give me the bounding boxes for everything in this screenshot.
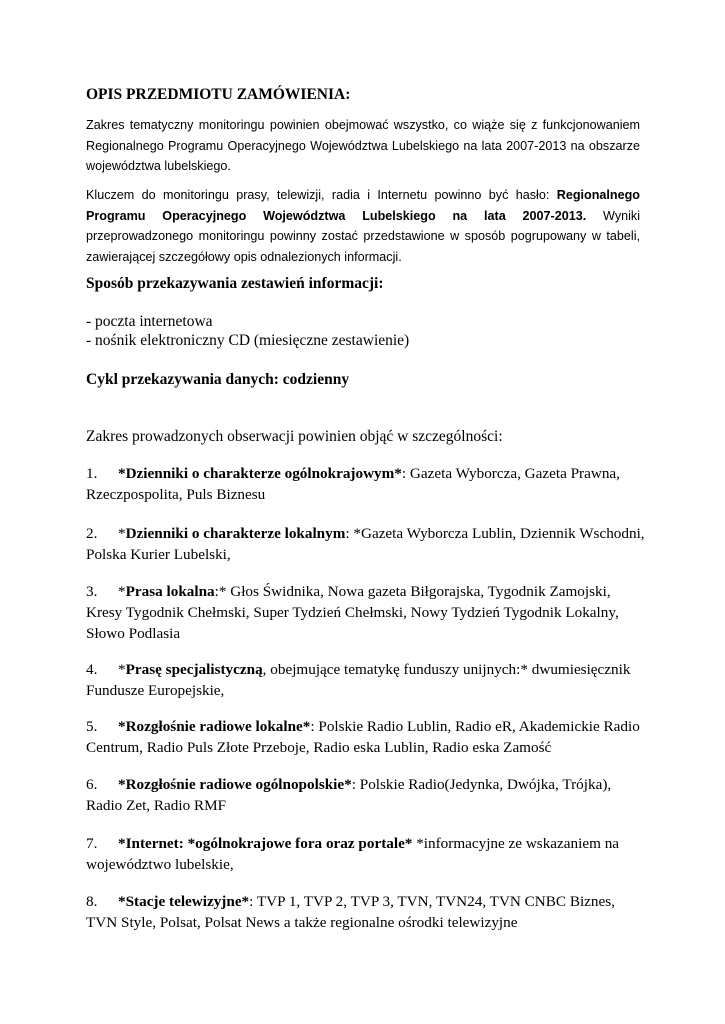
intro-p2-bold-program: Regionalnego Programu Operacyjnego Województwa Lubelskiego na lata 2007-2013. bbox=[86, 188, 640, 223]
delivery-item-email: - poczta internetowa bbox=[86, 313, 213, 330]
item-details: : Gazeta Wyborcza, Gazeta Prawna, Rzeczpospolita, Puls Biznesu bbox=[86, 465, 620, 503]
scope-item-4 bbox=[86, 659, 646, 701]
scope-item-2 bbox=[86, 523, 646, 565]
item-details: *informacyjne ze wskazaniem na województwo lubelskie, bbox=[86, 835, 620, 873]
item-prefix: * bbox=[118, 661, 126, 678]
item-category: Prasę specjalistyczną bbox=[125, 661, 263, 678]
item-details: : Polskie Radio Lublin, Radio eR, Akademickie Radio Centrum, Radio Puls Złote Przeboje, Radio eska Lublin, Radio eska Zamość bbox=[86, 718, 640, 756]
item-category: *Rozgłośnie radiowe ogólnopolskie* bbox=[118, 776, 352, 793]
item-category: Prasa lokalna bbox=[125, 583, 215, 600]
scope-item-3 bbox=[86, 581, 646, 644]
item-prefix: * bbox=[118, 525, 126, 542]
item-number: 6. bbox=[86, 776, 98, 793]
item-category: Dzienniki o charakterze lokalnym bbox=[125, 525, 346, 542]
intro-p2-text: Kluczem do monitoringu prasy, telewizji, radia i Internetu powinno być hasło: bbox=[86, 188, 557, 202]
scope-item-5 bbox=[86, 716, 646, 758]
item-number: 4. bbox=[86, 661, 98, 678]
item-number: 2. bbox=[86, 525, 98, 542]
scope-item-7 bbox=[86, 833, 646, 875]
item-number: 7. bbox=[86, 835, 98, 852]
scope-intro: Zakres prowadzonych obserwacji powinien objąć w szczególności: bbox=[86, 428, 503, 445]
intro-p2-text-end: Wyniki przeprowadzonego monitoringu powinny zostać przedstawione w sposób pogrupowany w tabeli, zawierającej szczegółowy opis odnalezionych informacji. bbox=[86, 208, 641, 264]
document-title: OPIS PRZEDMIOTU ZAMÓWIENIA: bbox=[86, 86, 351, 103]
item-prefix: * bbox=[118, 583, 126, 600]
item-details: : *Gazeta Wyborcza Lublin, Dziennik Wschodni, Polska Kurier Lubelski, bbox=[86, 525, 645, 563]
item-details: : TVP 1, TVP 2, TVP 3, TVN, TVN24, TVN CNBC Biznes, TVN Style, Polsat, Polsat News a także regionalne ośrodki telewizyjne bbox=[86, 893, 615, 931]
delivery-heading: Sposób przekazywania zestawień informacji: bbox=[86, 275, 384, 292]
item-number: 1. bbox=[86, 465, 98, 482]
item-number: 8. bbox=[86, 893, 98, 910]
cycle-heading: Cykl przekazywania danych: codzienny bbox=[86, 371, 350, 388]
item-category: *Internet: *ogólnokrajowe fora oraz portale* bbox=[118, 835, 413, 852]
intro-paragraph-2 bbox=[86, 185, 640, 267]
scope-item-6 bbox=[86, 774, 646, 816]
intro-paragraph-1: Zakres tematyczny monitoringu powinien obejmować wszystko, co wiąże się z funkcjonowaniem Regionalnego Programu Operacyjnego Województwa Lubelskiego na lata 2007-2013 na obszarze województwa lubelskiego. bbox=[86, 118, 640, 173]
scope-item-1 bbox=[86, 463, 646, 505]
item-number: 5. bbox=[86, 718, 98, 735]
item-category: *Rozgłośnie radiowe lokalne* bbox=[118, 718, 311, 735]
item-number: 3. bbox=[86, 583, 98, 600]
item-category: *Stacje telewizyjne* bbox=[118, 893, 250, 910]
item-details: : Polskie Radio(Jedynka, Dwójka, Trójka), Radio Zet, Radio RMF bbox=[86, 776, 612, 814]
item-details: :* Głos Świdnika, Nowa gazeta Biłgorajska, Tygodnik Zamojski, Kresy Tygodnik Chełmski, Super Tydzień Chełmski, Nowy Tydzień Tygodnik Lokalny, Słowo Podlasia bbox=[86, 583, 619, 642]
scope-item-8 bbox=[86, 891, 646, 933]
item-details: , obejmujące tematykę funduszy unijnych:* dwumiesięcznik Fundusze Europejskie, bbox=[86, 661, 631, 699]
delivery-item-cd: - nośnik elektroniczny CD (miesięczne zestawienie) bbox=[86, 332, 410, 349]
item-category: *Dzienniki o charakterze ogólnokrajowym* bbox=[118, 465, 402, 482]
